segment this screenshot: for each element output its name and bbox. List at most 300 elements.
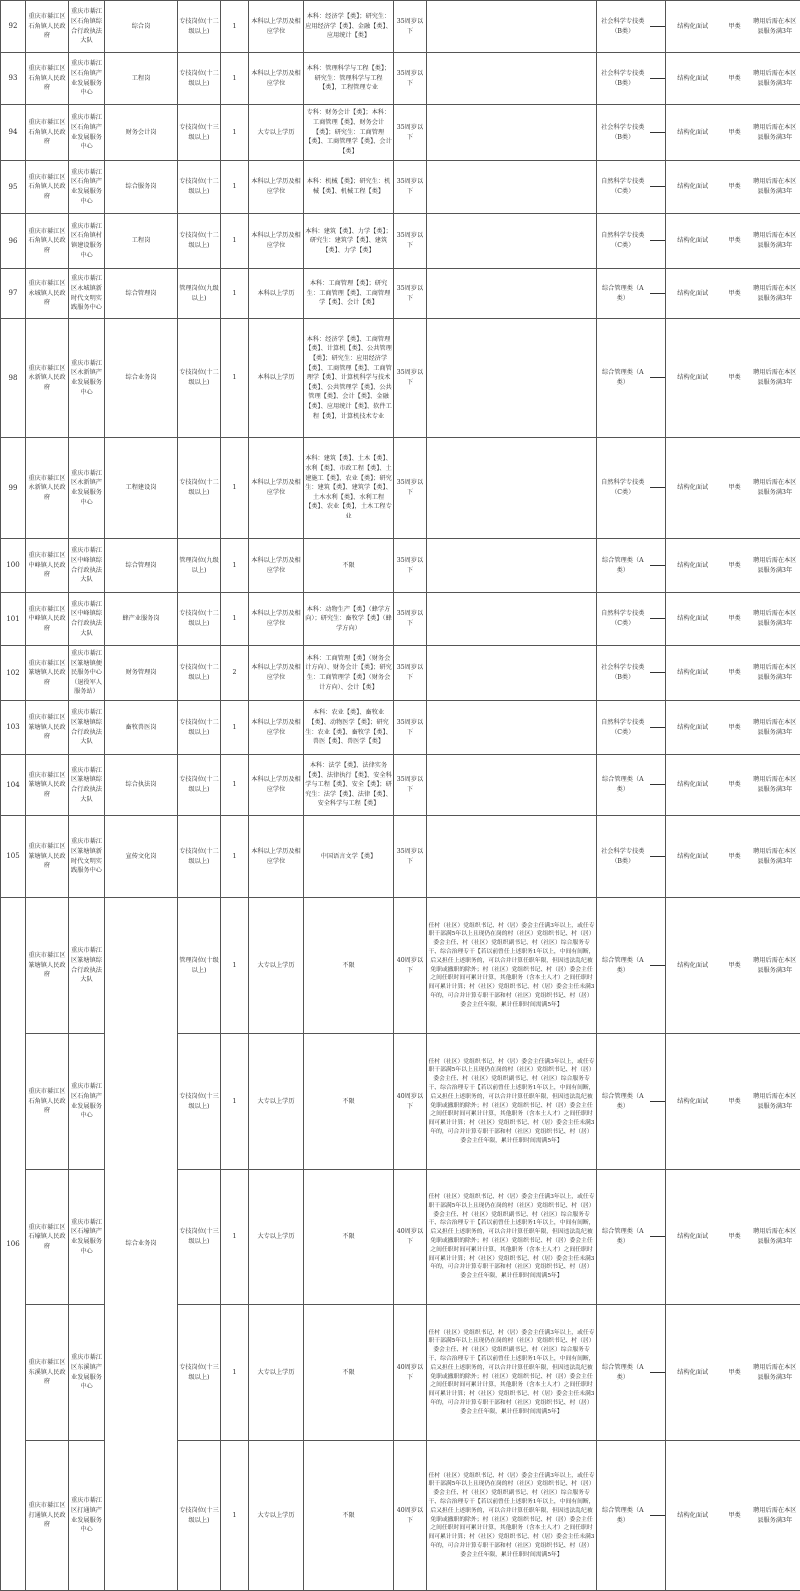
post-type-cell: 专技岗位(十二级以上) xyxy=(178,319,221,438)
hire-count-cell: 1 xyxy=(221,1,249,53)
department-cell: 重庆市綦江区篆塘镇人民政府 xyxy=(26,898,69,1034)
dash-line xyxy=(650,784,666,785)
class-cell: 甲类 xyxy=(720,1305,750,1441)
row-number: 99 xyxy=(1,438,26,539)
table-row xyxy=(1,646,800,701)
dash-cell xyxy=(649,438,666,539)
class-cell: 甲类 xyxy=(720,105,750,161)
dash-line xyxy=(650,487,666,488)
post-type-cell: 专技岗位(十三级以上) xyxy=(178,1305,221,1441)
post-type-cell: 专技岗位(十三级以上) xyxy=(178,105,221,161)
interview-method-cell: 结构化面试 xyxy=(666,161,720,214)
hire-count-cell: 1 xyxy=(221,269,249,319)
class-cell: 甲类 xyxy=(720,214,750,269)
post-type-cell: 专技岗位(十二级以上) xyxy=(178,161,221,214)
age-cell: 40周岁以下 xyxy=(394,898,427,1034)
age-cell: 35周岁以下 xyxy=(394,1,427,53)
major-cell: 本科：工商管理【类】（财务会计方向）、财务会计【类】；研究生：工商管理学【类】（财务会计方向）、会计【类】 xyxy=(304,646,394,701)
unit-cell: 重庆市綦江区石角镇产业发展服务中心 xyxy=(69,105,105,161)
dash-line xyxy=(650,618,666,619)
dash-cell xyxy=(649,539,666,593)
post-type-cell: 专技岗位(十三级以上) xyxy=(178,1170,221,1305)
post-type-cell: 管理岗位(十级以上) xyxy=(178,898,221,1034)
class-cell: 甲类 xyxy=(720,898,750,1034)
dash-cell xyxy=(649,319,666,438)
post-name-cell: 蜂产业服务岗 xyxy=(105,593,178,646)
interview-method-cell: 结构化面试 xyxy=(666,1441,720,1591)
row-number: 93 xyxy=(1,53,26,105)
class-cell: 甲类 xyxy=(720,646,750,701)
unit-cell: 重庆市綦江区东溪镇产业发展服务中心 xyxy=(69,1305,105,1441)
unit-cell: 重庆市綦江区中峰镇综合行政执法大队 xyxy=(69,593,105,646)
unit-cell: 重庆市綦江区篆塘镇便民服务中心（退役军人服务站） xyxy=(69,646,105,701)
post-name-cell: 宣传文化岗 xyxy=(105,816,178,898)
exam-category-cell: 综合管理类（A类） xyxy=(597,755,649,816)
row-number: 103 xyxy=(1,701,26,755)
major-cell: 本科：建筑【类】、土木【类】、水利【类】、市政工程【类】、土建施工【类】、农业【类】；研究生：建筑【类】、建筑学【类】、土木水利【类】、水利工程【类】、农业【类】，土木工程专业 xyxy=(304,438,394,539)
exam-category-cell: 综合管理类（A类） xyxy=(597,898,649,1034)
education-cell: 本科以上学历及相应学位 xyxy=(249,755,304,816)
other-requirements-cell xyxy=(427,816,597,898)
post-name-cell: 工程岗 xyxy=(105,53,178,105)
exam-category-cell: 自然科学专技类（C类） xyxy=(597,701,649,755)
note-cell: 聘用后需在本区县服务满3年 xyxy=(750,105,800,161)
row-number: 94 xyxy=(1,105,26,161)
dash-cell xyxy=(649,161,666,214)
dash-cell xyxy=(649,105,666,161)
hire-count-cell: 1 xyxy=(221,593,249,646)
post-name-cell: 综合管理岗 xyxy=(105,269,178,319)
major-cell: 不限 xyxy=(304,1441,394,1591)
exam-category-cell: 自然科学专技类（C类） xyxy=(597,593,649,646)
dash-line xyxy=(650,78,666,79)
other-requirements-cell: 任村（社区）党组织书记、村（居）委会主任满3年以上，或任专职干部满5年以上且现仍在岗的村（社区）党组织书记、村（居）委会主任、村（社区）党组织副书记、村（社区）综合服务专干、综合治理专干【若以前曾任上述职务1年以上，中间有间断，后又担任上述职务的，可以合并计算任职年限，但因违法乱纪被免职或撤职的除外；村（社区）党组织书记、村（居）委会主任之间任职时间可累计计算，其他职务（含本土人才）之间任职时间可累计计算；村（社区）党组织书记、村（居）委会主任未满3年的，可合并计算专职干部和村（社区）党组织书记、村（居）委会主任年限，累计任职时间需满5年】 xyxy=(427,1170,597,1305)
note-cell: 聘用后需在本区县服务满3年 xyxy=(750,898,800,1034)
education-cell: 本科以上学历及相应学位 xyxy=(249,646,304,701)
interview-method-cell: 结构化面试 xyxy=(666,816,720,898)
education-cell: 本科以上学历及相应学位 xyxy=(249,816,304,898)
post-type-cell: 专技岗位(十二级以上) xyxy=(178,593,221,646)
hire-count-cell: 1 xyxy=(221,1441,249,1591)
department-cell: 重庆市綦江区石角镇人民政府 xyxy=(26,1,69,53)
row-number: 106 xyxy=(1,898,26,1591)
table-row xyxy=(1,816,800,898)
other-requirements-cell xyxy=(427,438,597,539)
note-cell: 聘用后需在本区县服务满3年 xyxy=(750,816,800,898)
table-row xyxy=(1,319,800,438)
department-cell: 重庆市綦江区永城镇人民政府 xyxy=(26,269,69,319)
exam-category-cell: 社会科学专技类（B类） xyxy=(597,816,649,898)
unit-cell: 重庆市綦江区石角镇村镇建设服务中心 xyxy=(69,214,105,269)
major-cell: 本科：工商管理【类】；研究生：工商管理【类】、工商管理学【类】、会计【类】 xyxy=(304,269,394,319)
major-cell: 本科：法学【类】、法律实务【类】、法律执行【类】、安全科学与工程【类】、安全【类】；研究生：法学【类】、法律【类】、安全科学与工程【类】 xyxy=(304,755,394,816)
dash-line xyxy=(650,186,666,187)
table-row xyxy=(1,438,800,539)
interview-method-cell: 结构化面试 xyxy=(666,269,720,319)
unit-cell: 重庆市綦江区石壕镇产业发展服务中心 xyxy=(69,1170,105,1305)
hire-count-cell: 1 xyxy=(221,1170,249,1305)
age-cell: 35周岁以下 xyxy=(394,269,427,319)
education-cell: 大专以上学历 xyxy=(249,1034,304,1170)
note-cell: 聘用后需在本区县服务满3年 xyxy=(750,319,800,438)
exam-category-cell: 社会科学专技类（B类） xyxy=(597,1,649,53)
department-cell: 重庆市綦江区石角镇人民政府 xyxy=(26,105,69,161)
table-row xyxy=(1,1,800,53)
class-cell: 甲类 xyxy=(720,1441,750,1591)
hire-count-cell: 1 xyxy=(221,214,249,269)
post-type-cell: 专技岗位(十二级以上) xyxy=(178,755,221,816)
hire-count-cell: 1 xyxy=(221,1034,249,1170)
post-name-cell: 综合服务岗 xyxy=(105,161,178,214)
hire-count-cell: 1 xyxy=(221,898,249,1034)
education-cell: 本科以上学历及相应学位 xyxy=(249,539,304,593)
note-cell: 聘用后需在本区县服务满3年 xyxy=(750,646,800,701)
major-cell: 中国语言文学【类】 xyxy=(304,816,394,898)
dash-line xyxy=(650,856,666,857)
post-name-cell: 工程岗 xyxy=(105,214,178,269)
post-name-cell: 综合业务岗 xyxy=(105,319,178,438)
major-cell: 不限 xyxy=(304,1034,394,1170)
major-cell: 不限 xyxy=(304,1305,394,1441)
education-cell: 本科以上学历及相应学位 xyxy=(249,53,304,105)
exam-category-cell: 自然科学专技类（C类） xyxy=(597,214,649,269)
table-row xyxy=(1,898,800,1034)
education-cell: 本科以上学历及相应学位 xyxy=(249,214,304,269)
other-requirements-cell xyxy=(427,1,597,53)
dash-line xyxy=(650,727,666,728)
post-type-cell: 专技岗位(十二级以上) xyxy=(178,816,221,898)
class-cell: 甲类 xyxy=(720,816,750,898)
unit-cell: 重庆市綦江区永新镇产业发展服务中心 xyxy=(69,319,105,438)
unit-cell: 重庆市綦江区石角镇综合行政执法大队 xyxy=(69,1,105,53)
age-cell: 35周岁以下 xyxy=(394,646,427,701)
post-type-cell: 专技岗位(十二级以上) xyxy=(178,701,221,755)
hire-count-cell: 1 xyxy=(221,1305,249,1441)
table-row xyxy=(1,105,800,161)
other-requirements-cell xyxy=(427,319,597,438)
dash-cell xyxy=(649,898,666,1034)
dash-cell xyxy=(649,816,666,898)
exam-category-cell: 综合管理类（A类） xyxy=(597,269,649,319)
exam-category-cell: 综合管理类（A类） xyxy=(597,1034,649,1170)
education-cell: 大专以上学历 xyxy=(249,1441,304,1591)
interview-method-cell: 结构化面试 xyxy=(666,105,720,161)
dash-cell xyxy=(649,1,666,53)
note-cell: 聘用后需在本区县服务满3年 xyxy=(750,539,800,593)
other-requirements-cell xyxy=(427,269,597,319)
other-requirements-cell xyxy=(427,646,597,701)
major-cell: 本科：经济学【类】、工商管理【类】、计算机【类】、公共管理【类】；研究生：应用经济学【类】、工商管理【类】、工商管理学【类】、计算机科学与技术【类】、公共管理学【类】、公共管理【类】、会计【类】、金融【类】、应用统计【类】、软件工程【类】，计算机技术专业 xyxy=(304,319,394,438)
post-name-cell: 财务会计岗 xyxy=(105,105,178,161)
unit-cell: 重庆市綦江区中峰镇综合行政执法大队 xyxy=(69,539,105,593)
table-row xyxy=(1,161,800,214)
row-number: 98 xyxy=(1,319,26,438)
note-cell: 聘用后需在本区县服务满3年 xyxy=(750,269,800,319)
dash-cell xyxy=(649,593,666,646)
age-cell: 35周岁以下 xyxy=(394,539,427,593)
unit-cell: 重庆市綦江区永城镇新时代文明实践服务中心 xyxy=(69,269,105,319)
age-cell: 35周岁以下 xyxy=(394,816,427,898)
department-cell: 重庆市綦江区石角镇人民政府 xyxy=(26,214,69,269)
age-cell: 35周岁以下 xyxy=(394,593,427,646)
unit-cell: 重庆市綦江区石角镇产业发展服务中心 xyxy=(69,161,105,214)
post-type-cell: 管理岗位(九级以上) xyxy=(178,539,221,593)
dash-cell xyxy=(649,1034,666,1170)
note-cell: 聘用后需在本区县服务满3年 xyxy=(750,1441,800,1591)
department-cell: 重庆市綦江区东溪镇人民政府 xyxy=(26,1305,69,1441)
unit-cell: 重庆市綦江区永新镇产业发展服务中心 xyxy=(69,438,105,539)
class-cell: 甲类 xyxy=(720,1170,750,1305)
note-cell: 聘用后需在本区县服务满3年 xyxy=(750,1305,800,1441)
dash-line xyxy=(650,965,666,966)
age-cell: 40周岁以下 xyxy=(394,1441,427,1591)
major-cell: 不限 xyxy=(304,539,394,593)
dash-line xyxy=(650,1236,666,1237)
row-number: 96 xyxy=(1,214,26,269)
unit-cell: 重庆市綦江区石角镇产业发展服务中心 xyxy=(69,53,105,105)
interview-method-cell: 结构化面试 xyxy=(666,214,720,269)
interview-method-cell: 结构化面试 xyxy=(666,1,720,53)
exam-category-cell: 社会科学专技类（B类） xyxy=(597,646,649,701)
post-name-cell: 畜牧兽医岗 xyxy=(105,701,178,755)
education-cell: 大专以上学历 xyxy=(249,105,304,161)
interview-method-cell: 结构化面试 xyxy=(666,593,720,646)
class-cell: 甲类 xyxy=(720,269,750,319)
other-requirements-cell xyxy=(427,701,597,755)
hire-count-cell: 2 xyxy=(221,646,249,701)
dash-cell xyxy=(649,1170,666,1305)
age-cell: 35周岁以下 xyxy=(394,438,427,539)
post-type-cell: 管理岗位(九级以上) xyxy=(178,269,221,319)
dash-cell xyxy=(649,646,666,701)
unit-cell: 重庆市綦江区篆塘镇综合行政执法大队 xyxy=(69,898,105,1034)
post-type-cell: 专技岗位(十二级以上) xyxy=(178,1,221,53)
interview-method-cell: 结构化面试 xyxy=(666,319,720,438)
other-requirements-cell xyxy=(427,755,597,816)
post-name-cell: 工程建设岗 xyxy=(105,438,178,539)
note-cell: 聘用后需在本区县服务满3年 xyxy=(750,593,800,646)
major-cell: 不限 xyxy=(304,1170,394,1305)
dash-cell xyxy=(649,1441,666,1591)
hire-count-cell: 1 xyxy=(221,816,249,898)
hire-count-cell: 1 xyxy=(221,53,249,105)
hire-count-cell: 1 xyxy=(221,161,249,214)
dash-line xyxy=(650,565,666,566)
class-cell: 甲类 xyxy=(720,1034,750,1170)
class-cell: 甲类 xyxy=(720,1,750,53)
row-number: 102 xyxy=(1,646,26,701)
age-cell: 40周岁以下 xyxy=(394,1170,427,1305)
department-cell: 重庆市綦江区篆塘镇人民政府 xyxy=(26,701,69,755)
dash-cell xyxy=(649,1305,666,1441)
department-cell: 重庆市綦江区篆塘镇人民政府 xyxy=(26,646,69,701)
age-cell: 35周岁以下 xyxy=(394,53,427,105)
post-name-cell: 综合业务岗 xyxy=(105,898,178,1591)
exam-category-cell: 综合管理类（A类） xyxy=(597,1305,649,1441)
other-requirements-cell: 任村（社区）党组织书记、村（居）委会主任满3年以上，或任专职干部满5年以上且现仍在岗的村（社区）党组织书记、村（居）委会主任、村（社区）党组织副书记、村（社区）综合服务专干、综合治理专干【若以前曾任上述职务1年以上，中间有间断，后又担任上述职务的，可以合并计算任职年限，但因违法乱纪被免职或撤职的除外；村（社区）党组织书记、村（居）委会主任之间任职时间可累计计算，其他职务（含本土人才）之间任职时间可累计计算；村（社区）党组织书记、村（居）委会主任未满3年的，可合并计算专职干部和村（社区）党组织书记、村（居）委会主任年限，累计任职时间需满5年】 xyxy=(427,898,597,1034)
row-number: 92 xyxy=(1,1,26,53)
unit-cell: 重庆市綦江区石角镇产业发展服务中心 xyxy=(69,1034,105,1170)
department-cell: 重庆市綦江区篆塘镇人民政府 xyxy=(26,755,69,816)
major-cell: 本科：建筑【类】、力学【类】；研究生：建筑学【类】、建筑【类】、力学【类】 xyxy=(304,214,394,269)
age-cell: 35周岁以下 xyxy=(394,161,427,214)
unit-cell: 重庆市綦江区篆塘镇综合行政执法大队 xyxy=(69,701,105,755)
exam-category-cell: 自然科学专技类（C类） xyxy=(597,161,649,214)
education-cell: 本科以上学历及相应学位 xyxy=(249,701,304,755)
note-cell: 聘用后需在本区县服务满3年 xyxy=(750,1,800,53)
class-cell: 甲类 xyxy=(720,539,750,593)
note-cell: 聘用后需在本区县服务满3年 xyxy=(750,438,800,539)
hire-count-cell: 1 xyxy=(221,701,249,755)
major-cell: 本科：农业【类】、畜牧业【类】、动物医学【类】；研究生：农业【类】、畜牧学【类】、兽医【类】、兽医学【类】 xyxy=(304,701,394,755)
age-cell: 35周岁以下 xyxy=(394,105,427,161)
dash-line xyxy=(650,132,666,133)
unit-cell: 重庆市綦江区篆塘镇综合行政执法大队 xyxy=(69,755,105,816)
other-requirements-cell: 任村（社区）党组织书记、村（居）委会主任满3年以上，或任专职干部满5年以上且现仍在岗的村（社区）党组织书记、村（居）委会主任、村（社区）党组织副书记、村（社区）综合服务专干、综合治理专干【若以前曾任上述职务1年以上，中间有间断，后又担任上述职务的，可以合并计算任职年限，但因违法乱纪被免职或撤职的除外；村（社区）党组织书记、村（居）委会主任之间任职时间可累计计算，其他职务（含本土人才）之间任职时间可累计计算；村（社区）党组织书记、村（居）委会主任未满3年的，可合并计算专职干部和村（社区）党组织书记、村（居）委会主任年限，累计任职时间需满5年】 xyxy=(427,1034,597,1170)
age-cell: 35周岁以下 xyxy=(394,319,427,438)
major-cell: 本科：管理科学与工程【类】；研究生：管理科学与工程【类】，工程管理专业 xyxy=(304,53,394,105)
major-cell: 本科：动物生产【类】（蜂学方向）；研究生：畜牧学【类】（蜂学方向） xyxy=(304,593,394,646)
exam-category-cell: 社会科学专技类（B类） xyxy=(597,105,649,161)
interview-method-cell: 结构化面试 xyxy=(666,755,720,816)
row-number: 105 xyxy=(1,816,26,898)
age-cell: 40周岁以下 xyxy=(394,1305,427,1441)
table-row xyxy=(1,214,800,269)
education-cell: 大专以上学历 xyxy=(249,898,304,1034)
table-row xyxy=(1,701,800,755)
age-cell: 35周岁以下 xyxy=(394,755,427,816)
department-cell: 重庆市綦江区石角镇人民政府 xyxy=(26,1034,69,1170)
hire-count-cell: 1 xyxy=(221,438,249,539)
education-cell: 本科以上学历及相应学位 xyxy=(249,1,304,53)
note-cell: 聘用后需在本区县服务满3年 xyxy=(750,1034,800,1170)
dash-line xyxy=(650,1515,666,1516)
post-type-cell: 专技岗位(十二级以上) xyxy=(178,53,221,105)
dash-line xyxy=(650,293,666,294)
post-type-cell: 专技岗位(十二级以上) xyxy=(178,438,221,539)
dash-cell xyxy=(649,755,666,816)
class-cell: 甲类 xyxy=(720,319,750,438)
table-body xyxy=(1,1,800,1591)
post-name-cell: 财务管理岗 xyxy=(105,646,178,701)
major-cell: 本科：机械【类】；研究生：机械【类】、机械工程【类】 xyxy=(304,161,394,214)
table-row xyxy=(1,53,800,105)
interview-method-cell: 结构化面试 xyxy=(666,646,720,701)
dash-line xyxy=(650,1372,666,1373)
department-cell: 重庆市綦江区石壕镇人民政府 xyxy=(26,1170,69,1305)
table-row xyxy=(1,269,800,319)
department-cell: 重庆市綦江区篆塘镇人民政府 xyxy=(26,816,69,898)
post-type-cell: 专技岗位(十三级以上) xyxy=(178,1441,221,1591)
class-cell: 甲类 xyxy=(720,755,750,816)
education-cell: 本科以上学历 xyxy=(249,269,304,319)
department-cell: 重庆市綦江区中峰镇人民政府 xyxy=(26,539,69,593)
dash-line xyxy=(650,1101,666,1102)
department-cell: 重庆市綦江区石角镇人民政府 xyxy=(26,53,69,105)
hire-count-cell: 1 xyxy=(221,539,249,593)
hire-count-cell: 1 xyxy=(221,755,249,816)
dash-line xyxy=(650,377,666,378)
exam-category-cell: 综合管理类（A类） xyxy=(597,319,649,438)
other-requirements-cell xyxy=(427,214,597,269)
major-cell: 本科：经济学【类】；研究生：应用经济学【类】、金融【类】、应用统计【类】 xyxy=(304,1,394,53)
class-cell: 甲类 xyxy=(720,53,750,105)
education-cell: 大专以上学历 xyxy=(249,1305,304,1441)
major-cell: 不限 xyxy=(304,898,394,1034)
exam-category-cell: 综合管理类（A类） xyxy=(597,539,649,593)
interview-method-cell: 结构化面试 xyxy=(666,1305,720,1441)
exam-category-cell: 综合管理类（A类） xyxy=(597,1170,649,1305)
dash-line xyxy=(650,26,666,27)
other-requirements-cell xyxy=(427,53,597,105)
education-cell: 本科以上学历及相应学位 xyxy=(249,161,304,214)
table-row xyxy=(1,755,800,816)
interview-method-cell: 结构化面试 xyxy=(666,1034,720,1170)
dash-cell xyxy=(649,214,666,269)
department-cell: 重庆市綦江区打通镇人民政府 xyxy=(26,1441,69,1591)
post-type-cell: 专技岗位(十二级以上) xyxy=(178,646,221,701)
dash-line xyxy=(650,672,666,673)
interview-method-cell: 结构化面试 xyxy=(666,53,720,105)
exam-category-cell: 社会科学专技类（B类） xyxy=(597,53,649,105)
other-requirements-cell: 任村（社区）党组织书记、村（居）委会主任满3年以上，或任专职干部满5年以上且现仍在岗的村（社区）党组织书记、村（居）委会主任、村（社区）党组织副书记、村（社区）综合服务专干、综合治理专干【若以前曾任上述职务1年以上，中间有间断，后又担任上述职务的，可以合并计算任职年限，但因违法乱纪被免职或撤职的除外；村（社区）党组织书记、村（居）委会主任之间任职时间可累计计算，其他职务（含本土人才）之间任职时间可累计计算；村（社区）党组织书记、村（居）委会主任未满3年的，可合并计算专职干部和村（社区）党组织书记、村（居）委会主任年限，累计任职时间需满5年】 xyxy=(427,1441,597,1591)
post-name-cell: 综合岗 xyxy=(105,1,178,53)
note-cell: 聘用后需在本区县服务满3年 xyxy=(750,755,800,816)
education-cell: 本科以上学历及相应学位 xyxy=(249,593,304,646)
major-cell: 专科：财务会计【类】；本科：工商管理【类】、财务会计【类】；研究生：工商管理【类】、工商管理学【类】、会计【类】 xyxy=(304,105,394,161)
class-cell: 甲类 xyxy=(720,438,750,539)
exam-category-cell: 自然科学专技类（C类） xyxy=(597,438,649,539)
interview-method-cell: 结构化面试 xyxy=(666,438,720,539)
post-name-cell: 综合执法岗 xyxy=(105,755,178,816)
class-cell: 甲类 xyxy=(720,161,750,214)
note-cell: 聘用后需在本区县服务满3年 xyxy=(750,53,800,105)
unit-cell: 重庆市綦江区篆塘镇新时代文明实践服务中心 xyxy=(69,816,105,898)
interview-method-cell: 结构化面试 xyxy=(666,539,720,593)
note-cell: 聘用后需在本区县服务满3年 xyxy=(750,214,800,269)
class-cell: 甲类 xyxy=(720,701,750,755)
age-cell: 35周岁以下 xyxy=(394,701,427,755)
dash-line xyxy=(650,240,666,241)
other-requirements-cell xyxy=(427,161,597,214)
department-cell: 重庆市綦江区中峰镇人民政府 xyxy=(26,593,69,646)
department-cell: 重庆市綦江区永新镇人民政府 xyxy=(26,319,69,438)
dash-cell xyxy=(649,701,666,755)
class-cell: 甲类 xyxy=(720,593,750,646)
dash-cell xyxy=(649,269,666,319)
exam-category-cell: 综合管理类（A类） xyxy=(597,1441,649,1591)
row-number: 101 xyxy=(1,593,26,646)
row-number: 97 xyxy=(1,269,26,319)
table-row xyxy=(1,539,800,593)
age-cell: 40周岁以下 xyxy=(394,1034,427,1170)
unit-cell: 重庆市綦江区打通镇产业发展服务中心 xyxy=(69,1441,105,1591)
row-number: 104 xyxy=(1,755,26,816)
other-requirements-cell xyxy=(427,593,597,646)
age-cell: 35周岁以下 xyxy=(394,214,427,269)
post-type-cell: 专技岗位(十二级以上) xyxy=(178,214,221,269)
post-name-cell: 综合管理岗 xyxy=(105,539,178,593)
department-cell: 重庆市綦江区永新镇人民政府 xyxy=(26,438,69,539)
other-requirements-cell xyxy=(427,105,597,161)
note-cell: 聘用后需在本区县服务满3年 xyxy=(750,161,800,214)
other-requirements-cell: 任村（社区）党组织书记、村（居）委会主任满3年以上，或任专职干部满5年以上且现仍在岗的村（社区）党组织书记、村（居）委会主任、村（社区）党组织副书记、村（社区）综合服务专干、综合治理专干【若以前曾任上述职务1年以上，中间有间断，后又担任上述职务的，可以合并计算任职年限，但因违法乱纪被免职或撤职的除外；村（社区）党组织书记、村（居）委会主任之间任职时间可累计计算，其他职务（含本土人才）之间任职时间可累计计算；村（社区）党组织书记、村（居）委会主任未满3年的，可合并计算专职干部和村（社区）党组织书记、村（居）委会主任年限，累计任职时间需满5年】 xyxy=(427,1305,597,1441)
education-cell: 本科以上学历及相应学位 xyxy=(249,438,304,539)
education-cell: 本科以上学历 xyxy=(249,319,304,438)
hire-count-cell: 1 xyxy=(221,319,249,438)
table-row xyxy=(1,593,800,646)
post-type-cell: 专技岗位(十三级以上) xyxy=(178,1034,221,1170)
